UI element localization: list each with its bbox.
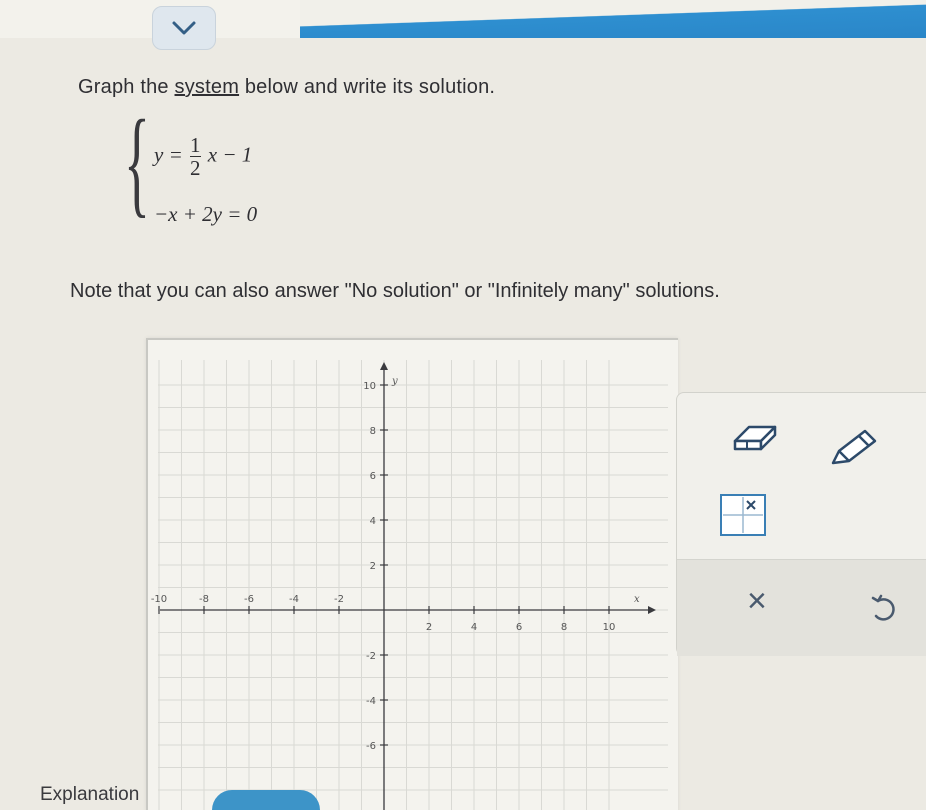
y-tick-label: -2: [366, 651, 376, 662]
graph-action-bar: [677, 559, 926, 656]
y-tick-label: 6: [369, 471, 376, 482]
y-tick-label: 10: [363, 381, 376, 392]
undo-button[interactable]: [867, 592, 901, 631]
x-axis-arrow: [648, 606, 656, 614]
y-tick-label: -4: [366, 696, 376, 707]
equation-system: [124, 95, 324, 237]
x-tick-label: -8: [199, 594, 209, 605]
x-tick-label: 4: [470, 622, 478, 633]
equation-1-rhs: x − 1: [207, 142, 253, 167]
y-axis-arrow: [380, 362, 388, 370]
x-tick-label: 10: [602, 622, 616, 633]
y-tick-label: 4: [369, 516, 376, 527]
fraction-numerator: 1: [190, 133, 201, 157]
y-tick-label: 2: [369, 561, 376, 572]
top-band: [0, 0, 926, 38]
solution-tool-button[interactable]: [717, 491, 769, 544]
explanation-button[interactable]: Explanation: [40, 784, 140, 805]
fraction-denominator: 2: [190, 156, 201, 180]
graph-panel[interactable]: [146, 338, 678, 810]
x-axis-label: x: [634, 594, 640, 605]
clear-button[interactable]: ×: [747, 582, 767, 620]
x-tick-label: 2: [425, 622, 433, 633]
eraser-icon: [729, 421, 779, 455]
collapse-button[interactable]: [152, 6, 216, 50]
equation-1: [154, 134, 252, 179]
chevron-down-icon: [170, 20, 198, 36]
x-tick-label: -10: [150, 594, 168, 605]
eraser-tool-button[interactable]: [729, 421, 779, 460]
answer-note: Note that you can also answer "No solution" or "Infinitely many" solutions.: [70, 280, 720, 302]
y-tick-label: -6: [366, 741, 376, 752]
coordinate-plane[interactable]: [148, 340, 678, 810]
y-axis-label: y: [392, 376, 398, 387]
equation-1-lhs: y =: [154, 142, 183, 167]
point-tool-icon: [717, 491, 769, 539]
x-tick-label: 6: [515, 622, 523, 633]
pencil-icon: [829, 427, 879, 469]
x-tick-label: -2: [334, 594, 344, 605]
system-glossary-link[interactable]: system: [174, 76, 240, 98]
pencil-tool-button[interactable]: [829, 427, 879, 474]
x-tick-label: -6: [244, 594, 254, 605]
equation-1-fraction: [190, 134, 201, 179]
check-button[interactable]: [212, 790, 320, 810]
x-tick-label: -4: [289, 594, 299, 605]
y-tick-label: 8: [369, 426, 376, 437]
prompt-text-after: below and write its solution.: [239, 76, 496, 98]
graph-tools-panel: [676, 392, 926, 656]
x-tick-label: 8: [560, 622, 568, 633]
prompt-text-before: Graph the: [78, 76, 175, 98]
undo-icon: [867, 592, 901, 626]
top-band-left: [0, 0, 300, 38]
system-brace: {: [124, 95, 150, 228]
equation-2: −x + 2y = 0: [154, 202, 258, 226]
